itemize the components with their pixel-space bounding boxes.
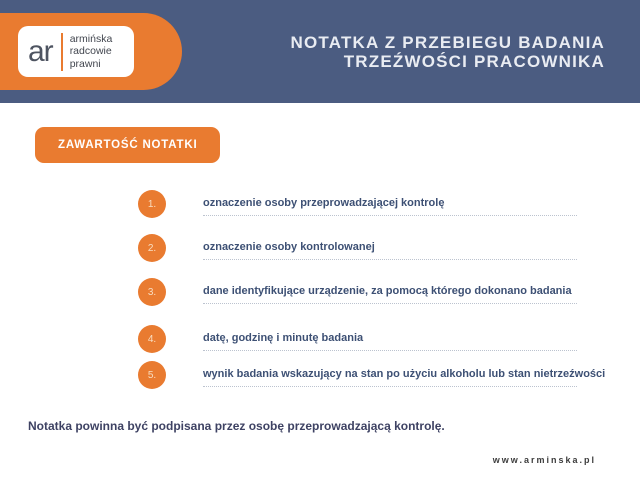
logo-wordmark-line1: armińska: [69, 32, 113, 45]
list-item-text: oznaczenie osoby kontrolowanej: [203, 234, 577, 260]
logo-monogram: ar: [28, 34, 53, 68]
list-number-badge: 1.: [138, 190, 166, 218]
closing-note: Notatka powinna być podpisana przez osobę przeprowadzającą kontrolę.: [28, 419, 445, 433]
logo-pill-background: [0, 13, 182, 90]
page-title: [291, 0, 605, 103]
header-band: [0, 0, 640, 103]
page-title-line1: NOTATKA Z PRZEBIEGU BADANIA: [290, 32, 605, 52]
contents-badge: ZAWARTOŚĆ NOTATKI: [35, 127, 220, 163]
list-number-badge: 2.: [138, 234, 166, 262]
list-item: [138, 361, 606, 391]
list-item-text: oznaczenie osoby przeprowadzającej kontrolę: [203, 190, 577, 216]
logo-wordmark: [70, 33, 113, 71]
list-number-badge: 4.: [138, 325, 166, 353]
list-number-badge: 3.: [138, 278, 166, 306]
list-item-text: datę, godzinę i minutę badania: [203, 325, 577, 351]
list-item: [138, 325, 577, 355]
list-item-text: wynik badania wskazujący na stan po użyciu alkoholu lub stan nietrzeźwości: [203, 361, 577, 387]
list-item: [138, 278, 577, 308]
website-link[interactable]: www.arminska.pl: [492, 455, 596, 465]
logo-divider: [61, 33, 63, 71]
list-item: [138, 190, 577, 220]
logo-wordmark-line3: prawni: [69, 57, 101, 70]
page-title-line2: TRZEŹWOŚCI PRACOWNIKA: [343, 51, 605, 71]
company-logo: [18, 26, 134, 77]
list-number-badge: 5.: [138, 361, 166, 389]
list-item: [138, 234, 577, 264]
list-item-text: dane identyfikujące urządzenie, za pomocą którego dokonano badania: [203, 278, 577, 304]
logo-wordmark-line2: radcowie: [69, 45, 112, 58]
